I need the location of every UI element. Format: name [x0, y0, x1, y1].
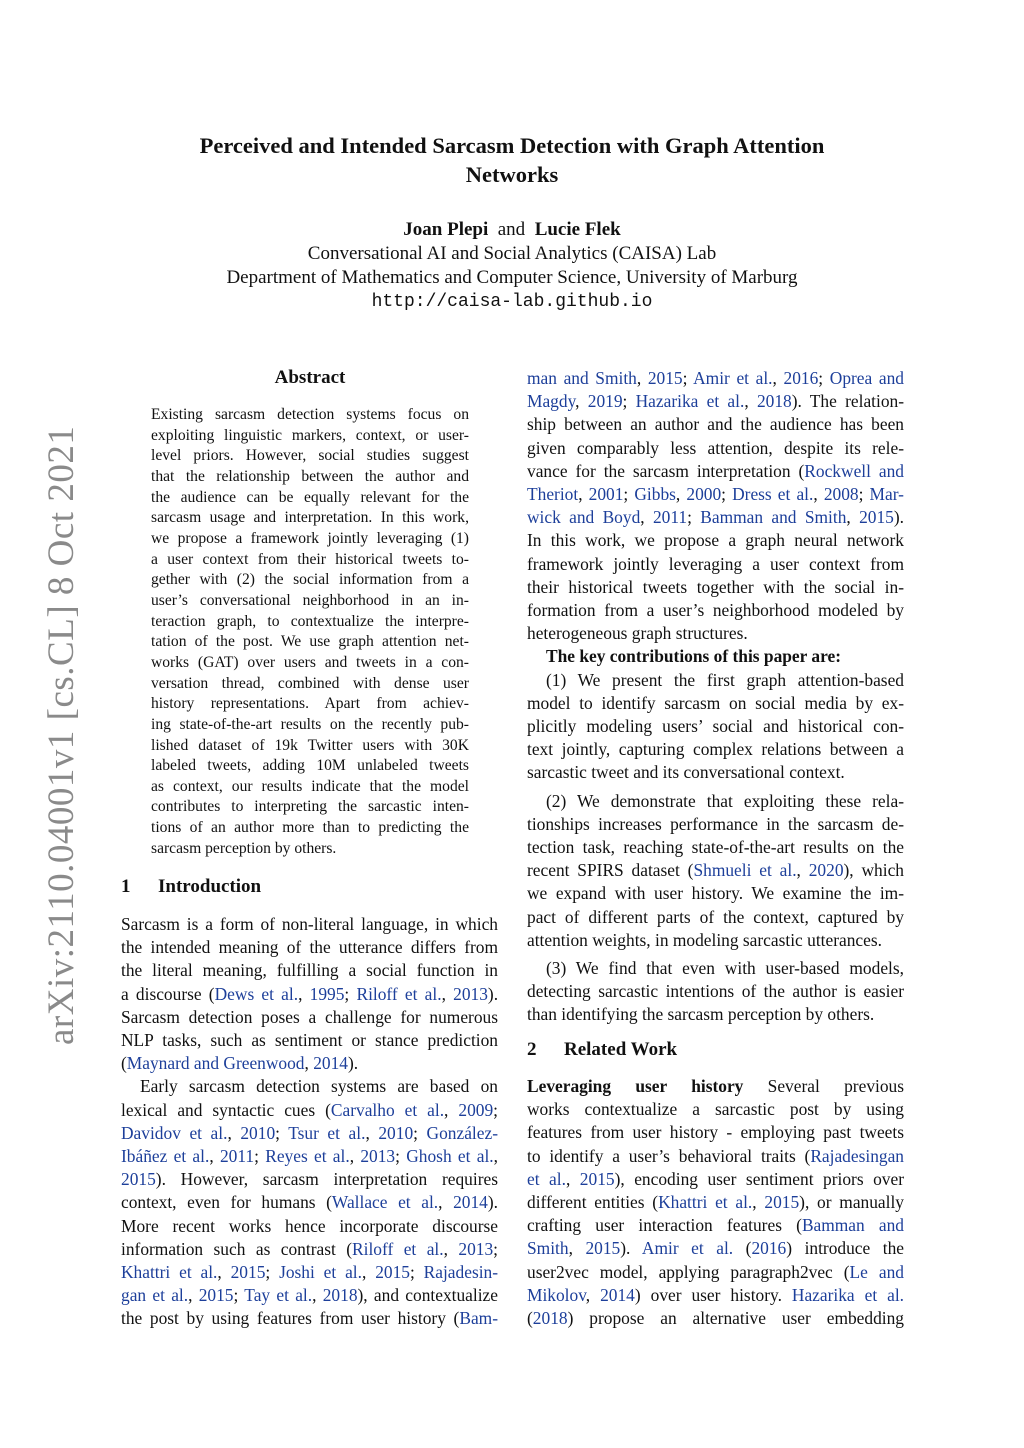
body-line	[527, 1168, 904, 1191]
text-run: ,	[298, 983, 310, 1004]
text-run: recent SPIRS dataset (	[527, 860, 694, 881]
text-run: ). The relation-	[791, 391, 905, 412]
abstract-line: lished dataset of 19k Twitter users with 30K	[151, 736, 469, 754]
text-run: (	[527, 1308, 533, 1329]
text-run: user2vec model, applying paragraph2vec (	[527, 1261, 850, 1282]
body-line: heterogeneous graph structures.	[527, 623, 748, 644]
text-run: ,	[744, 391, 757, 412]
text-run: ,	[578, 484, 589, 505]
text-run: ;	[622, 391, 636, 412]
citation-link[interactable]: 2015	[647, 368, 683, 388]
citation-link[interactable]: 2009	[458, 1099, 494, 1120]
text-run: ,	[636, 368, 648, 388]
body-line	[121, 1191, 498, 1214]
abstract-line: the audience can be equally relevant for the	[151, 488, 469, 506]
body-line	[121, 1307, 498, 1330]
text-run: ,	[188, 1285, 199, 1306]
text-run: context, even for humans (	[121, 1192, 332, 1213]
text-run: ).	[487, 1192, 498, 1213]
body-line: sarcastic tweet and its conversational context.	[527, 762, 845, 783]
abstract-line: gether with (2) the social information from a	[151, 571, 469, 589]
body-line	[121, 1052, 498, 1075]
citation-link[interactable]: 2011	[219, 1146, 255, 1167]
body-line	[527, 483, 904, 506]
body-line	[527, 1191, 904, 1214]
citation-link[interactable]: Tay et al.	[244, 1285, 313, 1306]
text-run: ), and contextualize	[357, 1285, 498, 1306]
text-run: (	[733, 1238, 752, 1259]
citation-link[interactable]: Oprea and	[829, 368, 904, 388]
body-line	[527, 506, 904, 529]
abstract-line: Existing sarcasm detection systems focus on	[151, 406, 469, 423]
body-line: works contextualize a sarcastic post by using	[527, 1099, 904, 1120]
text-run: ,	[217, 1262, 231, 1283]
citation-link[interactable]: Carvalho et al.	[330, 1099, 445, 1120]
body-line: Sarcasm detection poses a challenge for numerous	[121, 1006, 498, 1027]
citation-link[interactable]: Magdy	[527, 391, 576, 412]
affiliation: Department of Mathematics and Computer Science, University of Marburg	[226, 267, 798, 288]
text-run: ;	[344, 983, 357, 1004]
citation-link[interactable]: González-	[426, 1122, 498, 1143]
abstract-line: as context, our results indicate that the model	[151, 777, 469, 795]
text-run: ;	[493, 1238, 498, 1259]
abstract-line: contributes to interpreting the sarcastic inten-	[151, 798, 469, 816]
lab-url-link[interactable]: http://caisa-lab.github.io	[371, 292, 653, 312]
authors-block	[120, 218, 904, 314]
citation-link[interactable]: Bam-	[459, 1308, 498, 1329]
title-line: Networks	[465, 162, 559, 187]
citation-link[interactable]: 2018	[756, 391, 792, 412]
abstract-line: history representations. Apart from achiev-	[151, 695, 469, 713]
text-run: ,	[772, 368, 784, 388]
citation-link[interactable]: Wallace et al.	[331, 1192, 439, 1213]
text-run: ) introduce the	[786, 1238, 905, 1259]
body-line: text jointly, capturing complex relations between a	[527, 739, 904, 760]
text-run: ).	[487, 983, 499, 1004]
text-run: to identify a user’s behavioral traits (	[527, 1145, 811, 1166]
citation-link[interactable]: 2015	[764, 1192, 800, 1213]
paper-title	[120, 131, 904, 189]
text-run: different entities (	[527, 1192, 659, 1213]
text-run: ,	[227, 1122, 241, 1143]
text-run: ), encoding user sentiment priors over	[614, 1168, 905, 1189]
body-line	[527, 1307, 904, 1330]
body-line	[527, 390, 904, 413]
text-run: ;	[395, 1146, 407, 1167]
section-number: 2	[527, 1039, 537, 1060]
text-run: ;	[493, 1099, 498, 1120]
abstract-heading: Abstract	[274, 367, 346, 388]
text-run: ,	[443, 1238, 459, 1259]
text-run: ,	[304, 1053, 314, 1074]
body-line: we expand with user history. We examine the im-	[527, 883, 904, 904]
citation-link[interactable]: 2018	[532, 1308, 568, 1329]
citation-link[interactable]: man and Smith	[527, 368, 637, 388]
body-line: the intended meaning of the utterance differs from	[121, 937, 498, 958]
text-run: ,	[752, 1192, 765, 1213]
body-line: tionships increases performance in the sarcasm de-	[527, 813, 904, 834]
text-run: ,	[361, 1262, 376, 1283]
citation-link[interactable]: Mikolov	[527, 1284, 586, 1305]
introduction-body	[121, 913, 498, 1331]
citation-link[interactable]: Davidov et al.	[121, 1122, 228, 1143]
body-line: their historical tweets together with the social in-	[527, 576, 904, 597]
citation-link[interactable]: Reyes et al.	[265, 1146, 350, 1167]
citation-link[interactable]: 2015	[230, 1262, 266, 1283]
citation-link[interactable]: Bamman and	[801, 1215, 905, 1236]
text-run: ,	[565, 1168, 580, 1189]
citation-link[interactable]: 2014	[600, 1284, 635, 1305]
citation-link[interactable]: Rockwell and	[804, 460, 905, 481]
citation-link[interactable]: Smith	[527, 1238, 569, 1259]
citation-link[interactable]: Amir et al.	[693, 368, 773, 388]
citation-link[interactable]: Ibáñez et al.	[121, 1146, 210, 1167]
body-line: framework jointly leveraging a user context from	[527, 553, 904, 574]
text-run: ,	[441, 983, 454, 1004]
text-run: ).	[348, 1053, 359, 1074]
citation-link[interactable]: Gibbs	[634, 484, 676, 505]
text-run: ).	[893, 507, 904, 528]
citation-link[interactable]: 2013	[453, 983, 488, 1004]
citation-link[interactable]: 2008	[823, 484, 859, 505]
citation-link[interactable]: Riloff et al.	[356, 983, 442, 1004]
citation-link[interactable]: Bamman and Smith	[700, 507, 847, 528]
section-heading-introduction	[121, 876, 261, 898]
section-title: Related Work	[564, 1039, 678, 1060]
citation-link[interactable]: 2020	[808, 860, 844, 881]
text-run: ).	[620, 1238, 642, 1259]
text-run: ,	[568, 1238, 586, 1259]
body-line: Sarcasm is a form of non-literal language, in which	[121, 914, 498, 934]
text-run: the post by using features from user history (	[121, 1308, 460, 1329]
text-run: ,	[209, 1146, 220, 1167]
body-line	[527, 460, 904, 483]
citation-link[interactable]: 2013	[360, 1146, 396, 1167]
section-number: 1	[121, 876, 131, 897]
text-run: ,	[846, 507, 860, 528]
author-name: Lucie Flek	[534, 219, 621, 240]
text-run: information such as contrast (	[121, 1238, 353, 1259]
paragraph-lead: Leveraging user history	[527, 1076, 744, 1096]
text-run: ,	[796, 860, 809, 881]
citation-link[interactable]: 2015	[859, 507, 894, 528]
citation-link[interactable]: 2015	[121, 1169, 156, 1190]
text-run: lexical and syntactic cues (	[121, 1099, 331, 1120]
body-line: attention weights, in modeling sarcastic utterances.	[527, 929, 882, 950]
body-line: than identifying the sarcasm perception by others.	[527, 1004, 875, 1025]
citation-link[interactable]: 2015	[198, 1285, 234, 1306]
abstract-line: a user context from their historical tweets to-	[151, 550, 469, 568]
text-run: ;	[413, 1122, 427, 1143]
abstract-line: that the relationship between the author and	[151, 467, 469, 485]
body-line	[121, 1099, 498, 1122]
body-line: formation from a user’s neighborhood modeled by	[527, 600, 904, 621]
body-line: (3) We find that even with user-based models,	[546, 958, 904, 979]
citation-link[interactable]: et al.	[527, 1168, 566, 1189]
citation-link[interactable]: 2016	[783, 368, 819, 388]
abstract-line: sarcasm usage and interpretation. In this work,	[151, 509, 469, 527]
text-run: ), which	[843, 860, 904, 881]
citation-link[interactable]: 2001	[588, 484, 624, 505]
body-line	[527, 1284, 904, 1307]
body-line: In this work, we propose a graph neural network	[527, 530, 904, 551]
body-line: (1) We present the first graph attention-based	[546, 669, 904, 690]
citation-link[interactable]: 2016	[751, 1238, 787, 1259]
citation-link[interactable]: Rajadesingan	[810, 1145, 904, 1166]
citation-link[interactable]: Le and	[849, 1261, 904, 1282]
text-run: a discourse (	[121, 983, 215, 1004]
text-run: ) over user history.	[634, 1284, 792, 1305]
author-names	[120, 218, 904, 242]
text-run: ,	[365, 1122, 379, 1143]
body-line: plicitly modeling users’ social and historical con-	[527, 716, 904, 737]
text-run: ;	[623, 484, 635, 505]
citation-link[interactable]: Dews et al.	[214, 983, 299, 1004]
text-run: ). However, sarcasm interpretation requires	[155, 1169, 498, 1190]
citation-link[interactable]: Ghosh et al.	[406, 1146, 494, 1167]
body-line	[527, 1261, 904, 1284]
body-line	[121, 983, 498, 1006]
body-line	[121, 1168, 498, 1191]
body-line: Early sarcasm detection systems are based on	[140, 1076, 498, 1097]
abstract-line: teraction graph, to contextualize the interpre-	[151, 612, 469, 630]
text-run: ;	[265, 1262, 280, 1283]
body-line: model to identify sarcasm on social media by ex-	[527, 692, 904, 713]
body-line: More recent works hence incorporate discourse	[121, 1215, 498, 1236]
citation-link[interactable]: Joshi et al.	[279, 1262, 362, 1283]
text-run: vance for the sarcasm interpretation (	[527, 460, 805, 481]
abstract-line: tation of the post. We use graph attention net-	[151, 633, 469, 651]
abstract-line: versation thread, combined with dense user	[151, 674, 469, 692]
citation-link[interactable]: 2015	[375, 1262, 410, 1283]
text-run: ,	[675, 484, 687, 505]
citation-link[interactable]: 2019	[587, 391, 623, 412]
body-line: ship between an author and the audience has been	[527, 414, 904, 435]
abstract-line: sarcasm perception by others.	[151, 839, 337, 857]
citation-link[interactable]: Theriot	[527, 484, 579, 505]
citation-link[interactable]: Hazarika et al.	[635, 391, 745, 412]
author-conjunction: and	[497, 219, 526, 240]
citation-link[interactable]: Khattri et al.	[658, 1192, 753, 1213]
citation-link[interactable]: 2011	[652, 507, 688, 528]
text-run: Several previous	[743, 1076, 904, 1096]
text-run: ,	[312, 1285, 323, 1306]
abstract-line: exploiting linguistic markers, context, or user-	[151, 426, 469, 444]
abstract-line: labeled tweets, adding 10M unlabeled tweets	[151, 757, 469, 775]
body-line: features from user history - employing past tweets	[527, 1122, 904, 1143]
text-run: ;	[721, 484, 733, 505]
body-line	[121, 1145, 498, 1168]
citation-link[interactable]: 2015	[585, 1238, 621, 1259]
text-run: ,	[640, 507, 653, 528]
citation-link[interactable]: Mar-	[869, 484, 904, 505]
abstract-line: works (GAT) over users and tweets in a con-	[151, 653, 469, 671]
text-run: ,	[575, 391, 588, 412]
text-run: ;	[254, 1146, 266, 1167]
section-heading-related-work	[527, 1039, 677, 1061]
text-run: ;	[409, 1262, 424, 1283]
text-run: crafting user interaction features (	[527, 1215, 802, 1236]
body-line	[121, 1284, 498, 1307]
citation-link[interactable]: Hazarika et al.	[791, 1284, 904, 1305]
body-line: given comparably less attention, despite its rele-	[527, 437, 904, 458]
text-run: ,	[438, 1192, 454, 1213]
citation-link[interactable]: Shmueli et al.	[693, 860, 797, 881]
author-name: Joan Plepi	[403, 219, 489, 240]
text-run: ;	[682, 368, 694, 388]
affiliation: Conversational AI and Social Analytics (CAISA) Lab	[307, 243, 717, 264]
text-run: ;	[687, 507, 701, 528]
text-run: ), or manually	[799, 1192, 905, 1213]
body-line: the literal meaning, fulfilling a social function in	[121, 960, 498, 981]
text-run: ;	[858, 484, 870, 505]
abstract-line: user’s conversational neighborhood in an in-	[151, 591, 469, 609]
citation-link[interactable]: 1995	[309, 983, 345, 1004]
body-line: tection task, reaching state-of-the-art results on the	[527, 837, 904, 858]
citation-link[interactable]: gan et al.	[121, 1285, 189, 1306]
arxiv-identifier: arXiv:2110.04001v1 [cs.CL] 8 Oct 2021	[41, 425, 82, 1045]
related-work-body	[527, 1075, 904, 1330]
body-line	[121, 1122, 498, 1145]
citation-link[interactable]: 2010	[240, 1122, 276, 1143]
body-line: NLP tasks, such as sentiment or stance prediction	[121, 1030, 498, 1051]
citation-link[interactable]: Khattri et al.	[121, 1262, 218, 1283]
section-title: Introduction	[158, 876, 262, 897]
title-line: Perceived and Intended Sarcasm Detection with Graph Attention	[199, 133, 825, 158]
citation-link[interactable]: Rajadesin-	[423, 1262, 499, 1283]
text-run: ,	[444, 1099, 459, 1120]
body-line	[527, 1145, 904, 1168]
body-line: detecting sarcastic intentions of the author is easier	[527, 981, 904, 1002]
right-column-body	[527, 367, 904, 1027]
citation-link[interactable]: wick and Boyd	[527, 507, 641, 528]
abstract-body	[151, 405, 469, 859]
body-line	[527, 1214, 904, 1237]
citation-link[interactable]: Dress et al.	[732, 484, 814, 505]
body-line: (2) We demonstrate that exploiting these rela-	[546, 790, 904, 811]
text-run: ;	[818, 368, 830, 388]
text-run: ,	[585, 1284, 601, 1305]
citation-link[interactable]: 2014	[313, 1053, 348, 1074]
text-run: ;	[233, 1285, 245, 1306]
citation-link[interactable]: Tsur et al.	[288, 1122, 366, 1143]
citation-link[interactable]: Riloff et al.	[352, 1238, 444, 1259]
citation-link[interactable]: 2018	[322, 1285, 358, 1306]
citation-link[interactable]: 2000	[686, 484, 722, 505]
abstract-line: tions of an author more than to predicting the	[151, 819, 469, 837]
contributions-heading: The key contributions of this paper are:	[546, 646, 842, 667]
abstract-line: level priors. However, social studies suggest	[151, 447, 469, 465]
abstract-line: we propose a framework jointly leveraging (1)	[151, 529, 469, 547]
body-line	[527, 1075, 904, 1098]
text-run: ,	[493, 1146, 498, 1167]
text-run: ;	[275, 1122, 289, 1143]
abstract-line: ing state-of-the-art results on the recently pub-	[151, 715, 469, 733]
citation-link[interactable]: 2014	[453, 1192, 488, 1213]
citation-link[interactable]: 2015	[579, 1168, 615, 1189]
body-line: pact of different parts of the context, captured by	[527, 906, 904, 927]
citation-link[interactable]: 2013	[458, 1238, 494, 1259]
citation-link[interactable]: 2010	[378, 1122, 414, 1143]
citation-link[interactable]: Maynard and Greenwood	[126, 1053, 305, 1074]
text-run: ) propose an alternative user embedding	[567, 1308, 904, 1329]
text-run: ,	[813, 484, 824, 505]
body-line	[121, 1261, 498, 1284]
body-line	[527, 1237, 904, 1260]
text-run: ,	[349, 1146, 361, 1167]
text-run: (	[121, 1053, 127, 1074]
citation-link[interactable]: Amir et al.	[641, 1238, 734, 1259]
body-line	[121, 1238, 498, 1261]
body-line	[527, 367, 904, 390]
body-line	[527, 859, 904, 882]
